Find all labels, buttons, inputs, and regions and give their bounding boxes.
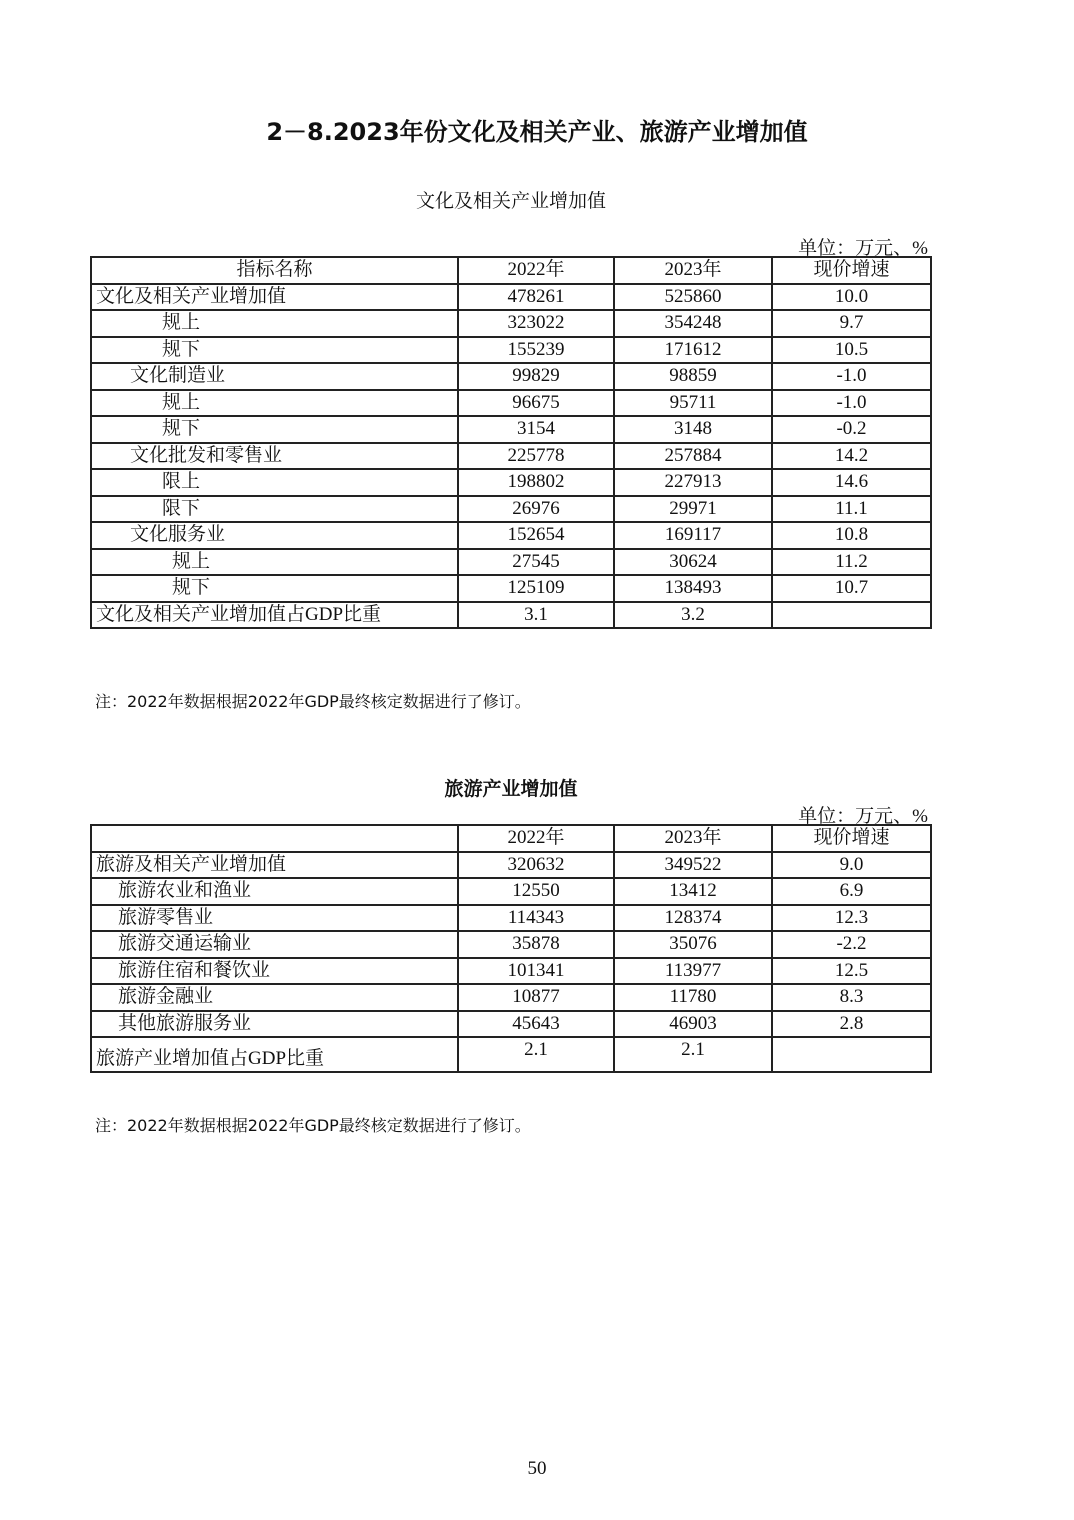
row-name: 旅游及相关产业增加值 [91,852,458,879]
value-2022: 35878 [458,931,614,958]
value-growth: 12.3 [772,905,931,932]
value-2022: 96675 [458,390,614,417]
table-row [91,1037,931,1072]
row-name: 规上 [91,549,458,576]
value-2022: 27545 [458,549,614,576]
value-2022: 2.1 [458,1037,614,1072]
value-growth: 9.0 [772,852,931,879]
row-name: 规下 [91,337,458,364]
value-2023: 169117 [614,522,772,549]
table-row [91,878,931,905]
table-row [91,958,931,985]
value-growth: 11.1 [772,496,931,523]
row-name: 旅游产业增加值占GDP比重 [91,1037,458,1072]
value-growth: 11.2 [772,549,931,576]
culture-unit: 单位：万元、% [798,238,928,259]
value-growth [772,1037,931,1072]
value-2023: 138493 [614,575,772,602]
value-2023: 2.1 [614,1037,772,1072]
value-growth: 14.2 [772,443,931,470]
table-row [91,416,931,443]
row-name: 旅游金融业 [91,984,458,1011]
table-row [91,931,931,958]
value-growth: 10.0 [772,284,931,311]
row-name: 文化及相关产业增加值 [91,284,458,311]
value-2022: 152654 [458,522,614,549]
value-2022: 3154 [458,416,614,443]
value-2022: 99829 [458,363,614,390]
value-2022: 323022 [458,310,614,337]
value-growth: 2.8 [772,1011,931,1038]
value-2023: 113977 [614,958,772,985]
row-name: 限上 [91,469,458,496]
header-indicator [91,825,458,852]
value-growth: -1.0 [772,390,931,417]
value-growth: 9.7 [772,310,931,337]
header-2022: 2022年 [458,825,614,852]
table-row [91,522,931,549]
value-growth: 12.5 [772,958,931,985]
value-2022: 26976 [458,496,614,523]
value-2022: 114343 [458,905,614,932]
value-2023: 128374 [614,905,772,932]
header-growth: 现价增速 [772,825,931,852]
table-row [91,390,931,417]
value-2022: 125109 [458,575,614,602]
value-2022: 3.1 [458,602,614,629]
value-2023: 11780 [614,984,772,1011]
value-2022: 101341 [458,958,614,985]
row-name: 旅游住宿和餐饮业 [91,958,458,985]
value-growth: 8.3 [772,984,931,1011]
value-2022: 10877 [458,984,614,1011]
culture-subtitle: 文化及相关产业增加值 [415,190,606,212]
value-2023: 98859 [614,363,772,390]
row-name: 规下 [91,575,458,602]
tourism-table [90,824,932,1073]
value-growth: -1.0 [772,363,931,390]
header-2023: 2023年 [614,257,772,284]
value-2023: 35076 [614,931,772,958]
table-row [91,443,931,470]
value-growth: 10.7 [772,575,931,602]
value-2022: 12550 [458,878,614,905]
tourism-note: 注：2022年数据根据2022年GDP最终核定数据进行了修订。 [95,1116,531,1135]
row-name: 文化批发和零售业 [91,443,458,470]
page-title: 2－8.2023年份文化及相关产业、旅游产业增加值 [266,118,808,146]
table-header-row [91,257,931,284]
tourism-unit: 单位：万元、% [798,806,928,827]
value-growth: -2.2 [772,931,931,958]
header-growth: 现价增速 [772,257,931,284]
table-row [91,284,931,311]
culture-note: 注：2022年数据根据2022年GDP最终核定数据进行了修订。 [95,692,531,711]
row-name: 规上 [91,390,458,417]
header-2023: 2023年 [614,825,772,852]
row-name: 旅游零售业 [91,905,458,932]
value-2023: 257884 [614,443,772,470]
table-row [91,984,931,1011]
value-2023: 46903 [614,1011,772,1038]
value-2023: 3.2 [614,602,772,629]
value-2023: 525860 [614,284,772,311]
header-indicator: 指标名称 [91,257,458,284]
value-2022: 198802 [458,469,614,496]
table-row [91,905,931,932]
page-number: 50 [527,1458,547,1479]
value-growth [772,602,931,629]
table-row [91,363,931,390]
row-name: 限下 [91,496,458,523]
row-name: 其他旅游服务业 [91,1011,458,1038]
value-2023: 227913 [614,469,772,496]
table-row [91,852,931,879]
value-2023: 354248 [614,310,772,337]
value-2022: 320632 [458,852,614,879]
table-row [91,1011,931,1038]
row-name: 旅游农业和渔业 [91,878,458,905]
table-row [91,549,931,576]
table-row [91,575,931,602]
value-growth: 6.9 [772,878,931,905]
row-name: 规下 [91,416,458,443]
value-2022: 478261 [458,284,614,311]
culture-table [90,256,932,629]
table-row [91,337,931,364]
row-name: 旅游交通运输业 [91,931,458,958]
row-name: 文化服务业 [91,522,458,549]
value-2023: 3148 [614,416,772,443]
header-2022: 2022年 [458,257,614,284]
value-growth: 10.8 [772,522,931,549]
value-2023: 171612 [614,337,772,364]
value-growth: 14.6 [772,469,931,496]
row-name: 规上 [91,310,458,337]
value-2023: 95711 [614,390,772,417]
value-growth: -0.2 [772,416,931,443]
row-name: 文化及相关产业增加值占GDP比重 [91,602,458,629]
value-2023: 29971 [614,496,772,523]
table-row [91,469,931,496]
tourism-subtitle: 旅游产业增加值 [444,778,578,800]
value-2022: 225778 [458,443,614,470]
table-header-row [91,825,931,852]
table-row [91,310,931,337]
value-growth: 10.5 [772,337,931,364]
table-row [91,602,931,629]
row-name: 文化制造业 [91,363,458,390]
value-2023: 349522 [614,852,772,879]
value-2023: 30624 [614,549,772,576]
table-row [91,496,931,523]
value-2022: 155239 [458,337,614,364]
value-2023: 13412 [614,878,772,905]
value-2022: 45643 [458,1011,614,1038]
